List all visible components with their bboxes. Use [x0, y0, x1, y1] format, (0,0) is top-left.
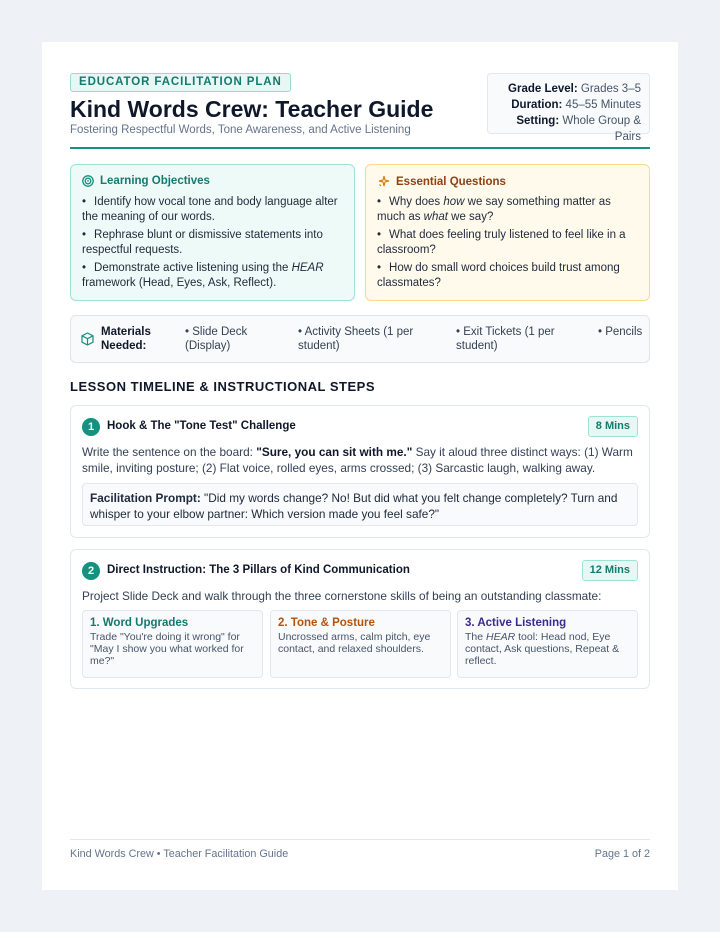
step-duration-badge: 8 Mins: [588, 416, 638, 437]
facilitation-prompt: Facilitation Prompt: "Did my words change? No! But did what you felt change completely? Turn and whisper to your elbow partner: Which version made you feel safe?": [82, 483, 638, 526]
pillar-active-listening: [457, 610, 638, 678]
pillar-tone-posture: [270, 610, 451, 678]
pillar-title: 1. Word Upgrades: [90, 617, 189, 629]
list-item: • Rephrase blunt or dismissive statements into respectful requests.: [82, 228, 344, 258]
footer-divider: [70, 839, 650, 840]
step-description: Write the sentence on the board: "Sure, you can sit with me." Say it aloud three distinct ways: (1) Warm smile, inviting posture; (2) Flat voice, rolled eyes, arms crossed; (3) Sarcastic laugh, walking away.: [82, 445, 633, 475]
grade-level-row: Grade Level: Grades 3–5: [508, 83, 641, 95]
questions-list: [377, 195, 639, 294]
timeline-step-1: [70, 405, 650, 538]
page-subtitle: Fostering Respectful Words, Tone Awareness, and Active Listening: [70, 124, 411, 136]
essential-questions-card: [365, 164, 650, 301]
material-item: • Activity Sheets (1 per student): [298, 326, 414, 352]
timeline-step-2: [70, 549, 650, 689]
list-item: • How do small word choices build trust among classmates?: [377, 261, 639, 291]
step-title: Direct Instruction: The 3 Pillars of Kind Communication: [107, 564, 410, 576]
pillar-word-upgrades: [82, 610, 263, 678]
material-item: • Exit Tickets (1 per student): [456, 326, 555, 352]
essential-questions-heading: Essential Questions: [377, 175, 506, 188]
step-title: Hook & The "Tone Test" Challenge: [107, 420, 296, 432]
page-number: Page 1 of 2: [594, 848, 650, 860]
duration-row: Duration: 45–55 Minutes: [511, 99, 641, 111]
list-item: • Demonstrate active listening using the HEAR framework (Head, Eyes, Ask, Reflect).: [82, 261, 344, 291]
target-icon: [82, 175, 94, 187]
pillar-title: 2. Tone & Posture: [278, 617, 375, 629]
list-item: • What does feeling truly listened to feel like in a classroom?: [377, 228, 639, 258]
materials-label: Materials Needed:: [101, 326, 151, 352]
pillar-text: The HEAR tool: Head nod, Eye contact, Ask questions, Repeat & reflect.: [465, 631, 620, 667]
pillar-text: Trade "You're doing it wrong" for "May I show you what worked for me?": [90, 631, 244, 667]
lesson-plan-page: [42, 42, 678, 890]
step-number-badge: 2: [82, 562, 100, 580]
step-duration-badge: 12 Mins: [582, 560, 638, 581]
list-item: • Why does how we say something matter as much as what we say?: [377, 195, 639, 225]
materials-bar: [70, 315, 650, 363]
pillar-text: Uncrossed arms, calm pitch, eye contact, and relaxed shoulders.: [278, 631, 431, 655]
header-divider: [70, 147, 650, 149]
material-item: • Pencils: [598, 326, 643, 338]
pillar-title: 3. Active Listening: [465, 617, 567, 629]
learning-objectives-heading: Learning Objectives: [82, 175, 210, 187]
sparkle-icon: [377, 175, 390, 188]
footer-title: Kind Words Crew • Teacher Facilitation Guide: [70, 848, 289, 860]
step-number-badge: 1: [82, 418, 100, 436]
setting-row: Setting: Whole Group & Pairs: [516, 115, 641, 143]
learning-objectives-card: [70, 164, 355, 301]
plan-type-badge: EDUCATOR FACILITATION PLAN: [70, 73, 291, 92]
lesson-meta-box: [487, 73, 650, 143]
page-title: Kind Words Crew: Teacher Guide: [70, 96, 434, 122]
timeline-heading: LESSON TIMELINE & INSTRUCTIONAL STEPS: [70, 379, 376, 394]
step-description: Project Slide Deck and walk through the three cornerstone skills of being an outstanding classmate:: [82, 589, 602, 603]
material-item: • Slide Deck (Display): [185, 326, 248, 352]
objectives-list: [82, 195, 344, 294]
package-icon: [81, 332, 94, 346]
list-item: • Identify how vocal tone and body language alter the meaning of our words.: [82, 195, 344, 225]
